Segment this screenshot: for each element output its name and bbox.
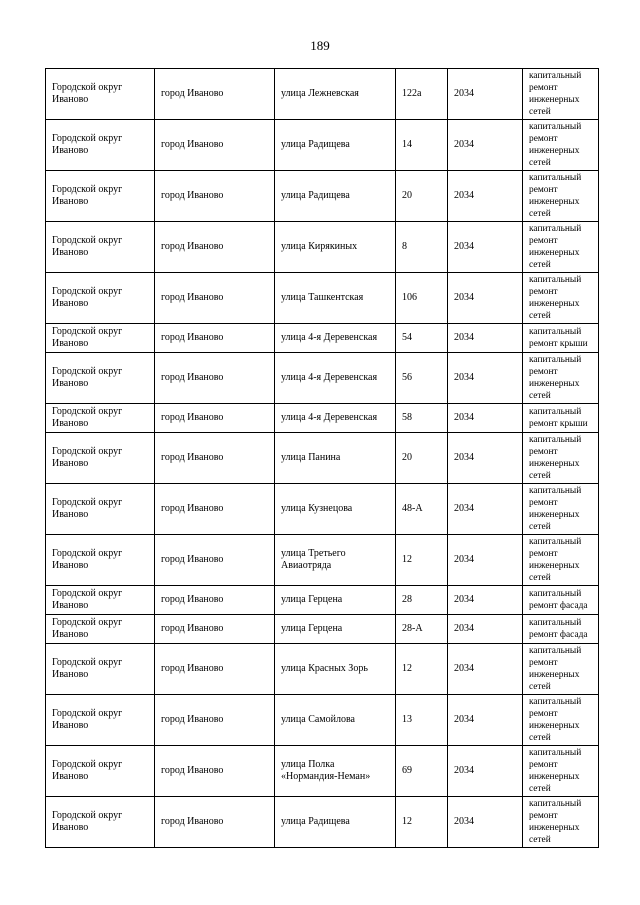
city-cell: город Иваново [155,222,275,273]
house-cell: 13 [396,695,448,746]
work-type-cell: капитальный ремонт инженерных сетей [523,69,599,120]
year-cell: 2034 [448,746,523,797]
table-row [46,273,599,324]
district-cell: Городской округ Иваново [46,69,155,120]
district-cell: Городской округ Иваново [46,644,155,695]
district-cell: Городской округ Иваново [46,797,155,848]
district-cell: Городской округ Иваново [46,484,155,535]
city-cell: город Иваново [155,353,275,404]
year-cell: 2034 [448,797,523,848]
district-cell: Городской округ Иваново [46,433,155,484]
table-row [46,69,599,120]
year-cell: 2034 [448,433,523,484]
table-body [46,69,599,848]
work-type-cell: капитальный ремонт инженерных сетей [523,222,599,273]
work-type-cell: капитальный ремонт крыши [523,324,599,353]
district-cell: Городской округ Иваново [46,746,155,797]
city-cell: город Иваново [155,404,275,433]
street-cell: улица Самойлова [275,695,396,746]
house-cell: 54 [396,324,448,353]
district-cell: Городской округ Иваново [46,695,155,746]
table-row [46,535,599,586]
street-cell: улица 4-я Деревенская [275,324,396,353]
year-cell: 2034 [448,222,523,273]
street-cell: улица Радищева [275,171,396,222]
street-cell: улица Герцена [275,586,396,615]
year-cell: 2034 [448,586,523,615]
city-cell: город Иваново [155,273,275,324]
street-cell: улица Панина [275,433,396,484]
house-cell: 12 [396,797,448,848]
year-cell: 2034 [448,644,523,695]
year-cell: 2034 [448,695,523,746]
house-cell: 28 [396,586,448,615]
street-cell: улица Красных Зорь [275,644,396,695]
work-type-cell: капитальный ремонт инженерных сетей [523,746,599,797]
table-row [46,695,599,746]
city-cell: город Иваново [155,324,275,353]
city-cell: город Иваново [155,644,275,695]
house-cell: 122а [396,69,448,120]
year-cell: 2034 [448,535,523,586]
year-cell: 2034 [448,69,523,120]
table-row [46,404,599,433]
table-row [46,484,599,535]
street-cell: улица Радищева [275,797,396,848]
street-cell: улица Кузнецова [275,484,396,535]
year-cell: 2034 [448,273,523,324]
street-cell: улица 4-я Деревенская [275,353,396,404]
street-cell: улица Лежневская [275,69,396,120]
work-type-cell: капитальный ремонт фасада [523,586,599,615]
city-cell: город Иваново [155,484,275,535]
street-cell: улица 4-я Деревенская [275,404,396,433]
work-type-cell: капитальный ремонт инженерных сетей [523,484,599,535]
table-row [46,353,599,404]
district-cell: Городской округ Иваново [46,586,155,615]
district-cell: Городской округ Иваново [46,171,155,222]
work-type-cell: капитальный ремонт инженерных сетей [523,695,599,746]
city-cell: город Иваново [155,615,275,644]
house-cell: 28-А [396,615,448,644]
house-cell: 58 [396,404,448,433]
table-row [46,433,599,484]
work-type-cell: капитальный ремонт крыши [523,404,599,433]
district-cell: Городской округ Иваново [46,404,155,433]
street-cell: улица Кирякиных [275,222,396,273]
house-cell: 69 [396,746,448,797]
city-cell: город Иваново [155,69,275,120]
house-cell: 20 [396,433,448,484]
page-number: 189 [310,38,330,53]
district-cell: Городской округ Иваново [46,222,155,273]
city-cell: город Иваново [155,695,275,746]
district-cell: Городской округ Иваново [46,615,155,644]
table-row [46,746,599,797]
year-cell: 2034 [448,120,523,171]
table-row [46,120,599,171]
table-row [46,586,599,615]
work-type-cell: капитальный ремонт инженерных сетей [523,433,599,484]
house-cell: 12 [396,535,448,586]
year-cell: 2034 [448,324,523,353]
city-cell: город Иваново [155,535,275,586]
repair-schedule-table [45,68,599,848]
house-cell: 20 [396,171,448,222]
street-cell: улица Полка «Нормандия-Неман» [275,746,396,797]
district-cell: Городской округ Иваново [46,273,155,324]
street-cell: улица Ташкентская [275,273,396,324]
city-cell: город Иваново [155,797,275,848]
house-cell: 12 [396,644,448,695]
year-cell: 2034 [448,404,523,433]
city-cell: город Иваново [155,433,275,484]
work-type-cell: капитальный ремонт инженерных сетей [523,535,599,586]
district-cell: Городской округ Иваново [46,535,155,586]
street-cell: улица Радищева [275,120,396,171]
table-row [46,324,599,353]
work-type-cell: капитальный ремонт инженерных сетей [523,171,599,222]
year-cell: 2034 [448,353,523,404]
work-type-cell: капитальный ремонт инженерных сетей [523,120,599,171]
house-cell: 8 [396,222,448,273]
work-type-cell: капитальный ремонт инженерных сетей [523,273,599,324]
work-type-cell: капитальный ремонт инженерных сетей [523,797,599,848]
table-row [46,797,599,848]
table-row [46,615,599,644]
city-cell: город Иваново [155,586,275,615]
city-cell: город Иваново [155,171,275,222]
house-cell: 56 [396,353,448,404]
work-type-cell: капитальный ремонт инженерных сетей [523,353,599,404]
year-cell: 2034 [448,615,523,644]
district-cell: Городской округ Иваново [46,324,155,353]
street-cell: улица Герцена [275,615,396,644]
work-type-cell: капитальный ремонт фасада [523,615,599,644]
table-row [46,171,599,222]
year-cell: 2034 [448,171,523,222]
house-cell: 106 [396,273,448,324]
street-cell: улица Третьего Авиаотряда [275,535,396,586]
district-cell: Городской округ Иваново [46,120,155,171]
city-cell: город Иваново [155,120,275,171]
table-row [46,222,599,273]
work-type-cell: капитальный ремонт инженерных сетей [523,644,599,695]
house-cell: 48-А [396,484,448,535]
table-row [46,644,599,695]
house-cell: 14 [396,120,448,171]
city-cell: город Иваново [155,746,275,797]
district-cell: Городской округ Иваново [46,353,155,404]
year-cell: 2034 [448,484,523,535]
